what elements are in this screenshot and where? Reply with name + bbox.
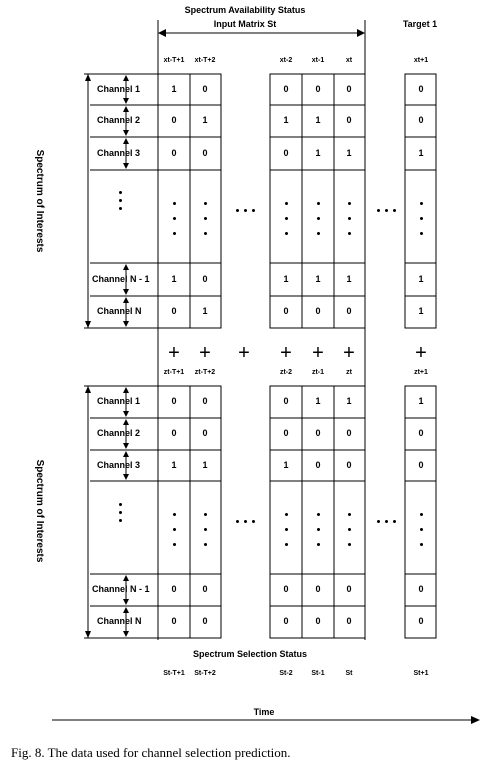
bottom-channel-arrow-head-down (123, 411, 129, 417)
top-cell-value: 1 (418, 273, 424, 284)
spectrum-availability-title: Spectrum Availability Status (184, 5, 306, 15)
top-horizontal-ellipsis-dot (385, 209, 388, 212)
bottom-cell-value: 0 (418, 428, 424, 438)
top-channel-arrow-head-up (123, 75, 129, 81)
top-column-ellipsis-dot (317, 217, 320, 220)
top-cell-value: 0 (171, 306, 177, 316)
top-cell-value: 1 (346, 147, 352, 158)
figure-caption: Fig. 8. The data used for channel selection prediction. (11, 745, 291, 760)
bottom-column-ellipsis-dot (204, 528, 207, 531)
top-cell-value: 1 (283, 273, 289, 284)
bottom-cell-value: 1 (171, 459, 177, 470)
bottom-cell-value: 0 (202, 428, 208, 438)
top-column-header: xt-1 (311, 57, 325, 64)
bottom-cell-value: 0 (171, 616, 177, 626)
bottom-column-ellipsis-dot (317, 528, 320, 531)
top-cell-value: 0 (418, 83, 424, 94)
bottom-horizontal-ellipsis-dot (377, 520, 380, 523)
top-cell-value: 0 (346, 306, 352, 316)
top-channel-label: Channel 1 (97, 83, 141, 94)
top-column-ellipsis-dot (204, 217, 207, 220)
bottom-column-ellipsis-dot (348, 543, 351, 546)
bottom-column-ellipsis-dot (420, 513, 423, 516)
top-cell-value: 1 (315, 273, 321, 284)
bottom-channel-label: Channel N - 1 (92, 584, 150, 594)
top-cell-value: 0 (283, 83, 289, 94)
bottom-cell-value: 1 (315, 396, 321, 406)
bottom-cell-value: 0 (171, 584, 177, 594)
bottom-column-header: St-2 (279, 670, 293, 677)
top-cell-value: 1 (315, 115, 321, 125)
time-label: Time (253, 707, 275, 717)
top-column-ellipsis-dot (285, 232, 288, 235)
spectrum-of-interests-label-bottom: Spectrum of Interests (34, 459, 45, 563)
top-column-ellipsis-dot (420, 232, 423, 235)
middle-column-header: zt-T+1 (163, 369, 185, 376)
top-column-ellipsis-dot (420, 202, 423, 205)
bottom-cell-value: 0 (418, 584, 424, 594)
time-axis-arrowhead (471, 716, 480, 724)
bottom-column-ellipsis-dot (285, 528, 288, 531)
input-matrix-arrow-right (357, 29, 365, 37)
top-cell-value: 0 (418, 115, 424, 125)
top-cell-value: 1 (202, 115, 208, 125)
top-channel-arrow-head-up (123, 138, 129, 144)
bottom-cell-value: 0 (283, 616, 289, 626)
bottom-channel-arrow-head-down (123, 631, 129, 637)
top-column-ellipsis-dot (173, 217, 176, 220)
top-channel-arrow-head-down (123, 130, 129, 136)
bottom-cell-value: 1 (283, 459, 289, 470)
middle-column-header: zt+1 (414, 369, 428, 376)
bottom-channel-arrow-head-up (123, 451, 129, 457)
bottom-horizontal-ellipsis-dot (252, 520, 255, 523)
plus-symbol: + (280, 342, 292, 364)
top-cell-value: 0 (283, 147, 289, 158)
spectrum-of-interests-label-top: Spectrum of Interests (34, 149, 45, 253)
bottom-channel-ellipsis-dot (119, 511, 122, 514)
top-cell-value: 0 (202, 273, 208, 284)
top-cell-value: 1 (418, 147, 424, 158)
bottom-column-ellipsis-dot (348, 513, 351, 516)
plus-symbol: + (238, 342, 250, 364)
bottom-channel-ellipsis-dot (119, 519, 122, 522)
top-column-header: xt-T+1 (163, 57, 185, 64)
bottom-cell-value: 0 (315, 616, 321, 626)
top-channel-label: Channel N (97, 306, 142, 316)
plus-symbol: + (168, 342, 180, 364)
top-column-ellipsis-dot (285, 202, 288, 205)
bottom-column-ellipsis-dot (348, 528, 351, 531)
bottom-cell-value: 0 (171, 396, 177, 406)
bottom-cell-value: 0 (418, 616, 424, 626)
input-matrix-label: Input Matrix St (213, 19, 277, 29)
plus-symbol: + (312, 342, 324, 364)
top-cell-value: 0 (202, 83, 208, 94)
top-channel-arrow-head-up (123, 106, 129, 112)
bottom-bracket-arrow-up (85, 386, 91, 393)
top-cell-value: 1 (315, 147, 321, 158)
bottom-cell-value: 0 (346, 428, 352, 438)
top-column-header: xt-2 (279, 57, 293, 64)
top-channel-arrow-head-up (123, 264, 129, 270)
top-channel-arrow-head-up (123, 297, 129, 303)
plus-symbol: + (343, 342, 355, 364)
top-cell-value: 0 (346, 115, 352, 125)
top-column-ellipsis-dot (348, 232, 351, 235)
bottom-column-header: St-1 (311, 670, 325, 677)
bottom-horizontal-ellipsis-dot (236, 520, 239, 523)
bottom-column-header: St+1 (413, 670, 429, 677)
middle-column-header: zt-T+2 (194, 369, 216, 376)
top-column-ellipsis-dot (204, 232, 207, 235)
bottom-column-header: St-T+2 (194, 670, 216, 677)
bottom-column-header: St (345, 670, 353, 677)
top-channel-ellipsis-dot (119, 191, 122, 194)
top-column-ellipsis-dot (173, 232, 176, 235)
target-label: Target 1 (402, 19, 438, 29)
bottom-cell-value: 0 (315, 459, 321, 470)
top-bracket-arrow-down (85, 321, 91, 328)
top-channel-arrow-head-down (123, 289, 129, 295)
top-cell-value: 0 (315, 306, 321, 316)
top-column-ellipsis-dot (204, 202, 207, 205)
top-cell-value: 0 (283, 306, 289, 316)
bottom-column-ellipsis-dot (420, 543, 423, 546)
top-cell-value: 1 (283, 115, 289, 125)
bottom-cell-value: 0 (315, 584, 321, 594)
top-channel-label: Channel N - 1 (92, 273, 150, 284)
top-column-ellipsis-dot (173, 202, 176, 205)
bottom-horizontal-ellipsis-dot (393, 520, 396, 523)
bottom-column-ellipsis-dot (173, 543, 176, 546)
top-cell-value: 1 (171, 273, 177, 284)
bottom-channel-arrow-head-up (123, 607, 129, 613)
top-horizontal-ellipsis-dot (236, 209, 239, 212)
bottom-cell-value: 0 (346, 584, 352, 594)
top-column-ellipsis-dot (348, 217, 351, 220)
bottom-cell-value: 1 (202, 459, 208, 470)
bottom-column-ellipsis-dot (204, 543, 207, 546)
top-cell-value: 1 (418, 306, 424, 316)
bottom-column-ellipsis-dot (285, 543, 288, 546)
spectrum-selection-title: Spectrum Selection Status (192, 649, 308, 659)
top-bracket-arrow-up (85, 74, 91, 81)
top-horizontal-ellipsis-dot (377, 209, 380, 212)
top-channel-label: Channel 3 (97, 147, 141, 158)
middle-column-header: zt-1 (311, 369, 325, 376)
top-column-header: xt-T+2 (194, 57, 216, 64)
middle-column-header: zt (346, 369, 352, 376)
top-cell-value: 0 (171, 115, 177, 125)
plus-symbol: + (415, 342, 427, 364)
top-column-ellipsis-dot (285, 217, 288, 220)
top-channel-label: Channel 2 (97, 115, 141, 125)
bottom-cell-value: 0 (202, 616, 208, 626)
middle-column-header: zt-2 (279, 369, 293, 376)
bottom-cell-value: 0 (418, 459, 424, 470)
bottom-horizontal-ellipsis-dot (385, 520, 388, 523)
bottom-channel-arrow-head-up (123, 387, 129, 393)
top-channel-arrow-head-down (123, 98, 129, 104)
bottom-cell-value: 0 (346, 459, 352, 470)
top-column-ellipsis-dot (420, 217, 423, 220)
top-cell-value: 1 (171, 83, 177, 94)
bottom-column-ellipsis-dot (173, 513, 176, 516)
top-horizontal-ellipsis-dot (393, 209, 396, 212)
top-column-ellipsis-dot (317, 232, 320, 235)
top-horizontal-ellipsis-dot (252, 209, 255, 212)
bottom-cell-value: 1 (418, 396, 424, 406)
bottom-channel-arrow-head-up (123, 419, 129, 425)
bottom-cell-value: 0 (202, 396, 208, 406)
bottom-bracket-arrow-down (85, 631, 91, 638)
bottom-cell-value: 0 (283, 428, 289, 438)
bottom-column-ellipsis-dot (173, 528, 176, 531)
top-column-ellipsis-dot (317, 202, 320, 205)
bottom-channel-label: Channel 1 (97, 396, 141, 406)
top-cell-value: 0 (346, 83, 352, 94)
bottom-horizontal-ellipsis-dot (244, 520, 247, 523)
top-channel-ellipsis-dot (119, 199, 122, 202)
top-cell-value: 1 (346, 273, 352, 284)
bottom-column-ellipsis-dot (420, 528, 423, 531)
bottom-column-ellipsis-dot (317, 543, 320, 546)
bottom-cell-value: 1 (346, 396, 352, 406)
top-cell-value: 0 (171, 147, 177, 158)
bottom-column-ellipsis-dot (317, 513, 320, 516)
bottom-column-ellipsis-dot (285, 513, 288, 516)
bottom-channel-arrow-head-up (123, 575, 129, 581)
bottom-channel-ellipsis-dot (119, 503, 122, 506)
bottom-cell-value: 0 (283, 584, 289, 594)
top-channel-ellipsis-dot (119, 207, 122, 210)
bottom-channel-arrow-head-down (123, 443, 129, 449)
top-cell-value: 0 (315, 83, 321, 94)
bottom-cell-value: 0 (171, 428, 177, 438)
input-matrix-arrow-left (158, 29, 166, 37)
bottom-channel-label: Channel N (97, 616, 142, 626)
plus-symbol: + (199, 342, 211, 364)
top-cell-value: 1 (202, 306, 208, 316)
top-channel-arrow-head-down (123, 321, 129, 327)
top-channel-arrow-head-down (123, 163, 129, 169)
bottom-column-header: St-T+1 (163, 670, 185, 677)
bottom-cell-value: 0 (283, 396, 289, 406)
bottom-cell-value: 0 (315, 428, 321, 438)
bottom-channel-arrow-head-down (123, 474, 129, 480)
bottom-column-ellipsis-dot (204, 513, 207, 516)
bottom-cell-value: 0 (346, 616, 352, 626)
bottom-cell-value: 0 (202, 584, 208, 594)
top-column-header: xt+1 (413, 57, 429, 64)
top-horizontal-ellipsis-dot (244, 209, 247, 212)
top-cell-value: 0 (202, 147, 208, 158)
bottom-channel-arrow-head-down (123, 599, 129, 605)
top-column-header: xt (345, 57, 353, 64)
bottom-channel-label: Channel 2 (97, 428, 141, 438)
bottom-channel-label: Channel 3 (97, 459, 141, 470)
top-column-ellipsis-dot (348, 202, 351, 205)
